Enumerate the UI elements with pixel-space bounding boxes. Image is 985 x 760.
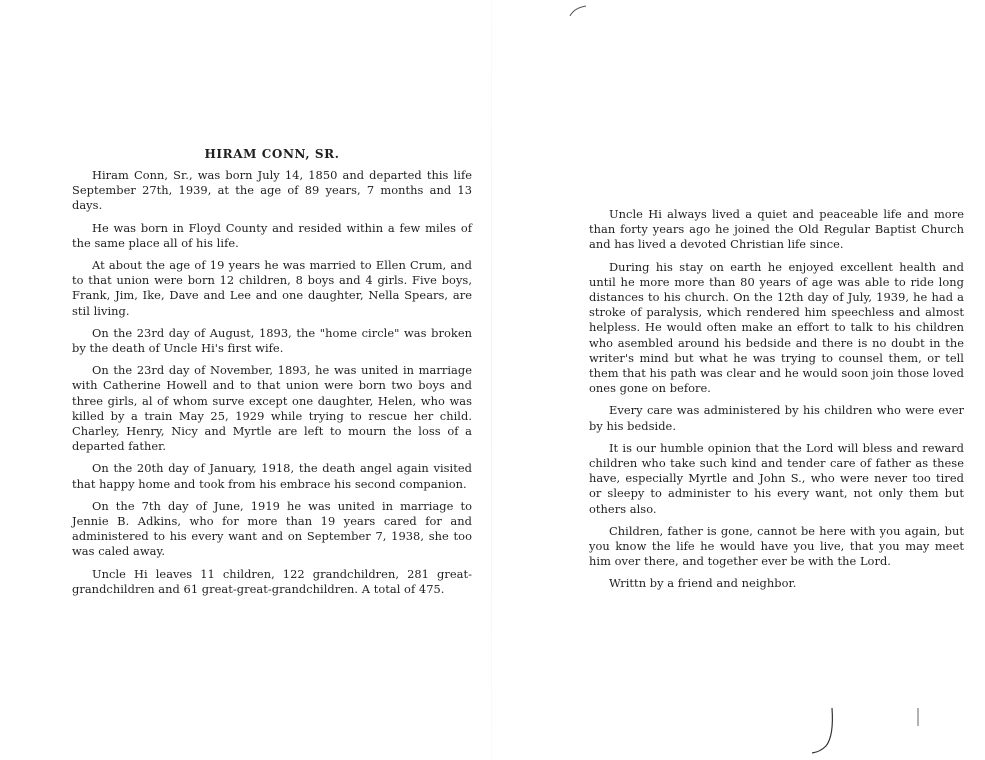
paragraph-third-marriage: On the 7th day of June, 1919 he was united in marriage to Jennie B. Adkins, who for more than 19 years cared for and administered to his every want and on September 7, 1938, she too was caled away. (72, 498, 472, 559)
paragraph-opinion: It is our humble opinion that the Lord will bless and reward children who take such kind and tender care of father as these have, especially Myrtle and John S., who were never too tired or sleepy to administer to his every want, not only them but others also. (589, 440, 964, 516)
obituary-title: HIRAM CONN, SR. (204, 147, 340, 161)
right-page (492, 0, 985, 760)
paragraph-residence: He was born in Floyd County and resided within a few miles of the same place all of his life. (72, 220, 472, 250)
paragraph-second-wife-death: On the 20th day of January, 1918, the death angel again visited that happy home and took from his embrace his second companion. (72, 461, 472, 491)
paragraph-descendants: Uncle Hi leaves 11 children, 122 grandchildren, 281 great-grandchildren and 61 great-great-grandchildren. A total of 475. (72, 566, 472, 596)
paragraph-farewell: Children, father is gone, cannot be here with you again, but you know the life he would have you live, that you may meet him over there, and together ever be with the Lord. (589, 523, 964, 569)
paragraph-illness: During his stay on earth he enjoyed excellent health and until he more more than 80 years of age was able to ride long distances to his church. On the 12th day of July, 1939, he had a stroke of paralysis, which rendered him speechless and almost helpless. He would often make an effort to talk to his children who asembled around his bedside and there is no doubt in the writer's mind but what he was trying to counsel them, or tell them that his path was clear and he would soon join those loved ones gone on before. (589, 259, 964, 396)
left-page (0, 0, 492, 760)
paragraph-care: Every care was administered by his children who were ever by his bedside. (589, 403, 964, 433)
right-column (589, 207, 964, 599)
paragraph-second-marriage: On the 23rd day of November, 1893, he was united in marriage with Catherine Howell and to that union were born two boys and three girls, al of whom surve except one daughter, Helen, who was killed by a train May 25, 1929 while trying to rescue her child. Charley, Henry, Nicy and Myrtle are left to mourn the loss of a departed father. (72, 363, 472, 454)
paragraph-first-marriage: At about the age of 19 years he was married to Ellen Crum, and to that union were born 12 children, 8 boys and 4 girls. Five boys, Frank, Jim, Ike, Dave and Lee and one daughter, Nella Spears, are stil living. (72, 258, 472, 318)
pencil-mark-top (568, 4, 588, 18)
paragraph-birth: Hiram Conn, Sr., was born July 14, 1850 and departed this life September 27th, 1939, at the age of 89 years, 7 months and 13 days. (72, 168, 472, 213)
paragraph-first-wife-death: On the 23rd day of August, 1893, the "home circle" was broken by the death of Uncle Hi's first wife. (72, 325, 472, 356)
paragraph-author: Writtn by a friend and neighbor. (609, 576, 797, 591)
pencil-mark-bottom (808, 706, 838, 756)
left-column (72, 168, 472, 604)
paragraph-church-life: Uncle Hi always lived a quiet and peaceable life and more than forty years ago he joined the Old Regular Baptist Church and has lived a devoted Christian life since. (589, 207, 964, 252)
pencil-tick-bottom-right (914, 706, 922, 728)
